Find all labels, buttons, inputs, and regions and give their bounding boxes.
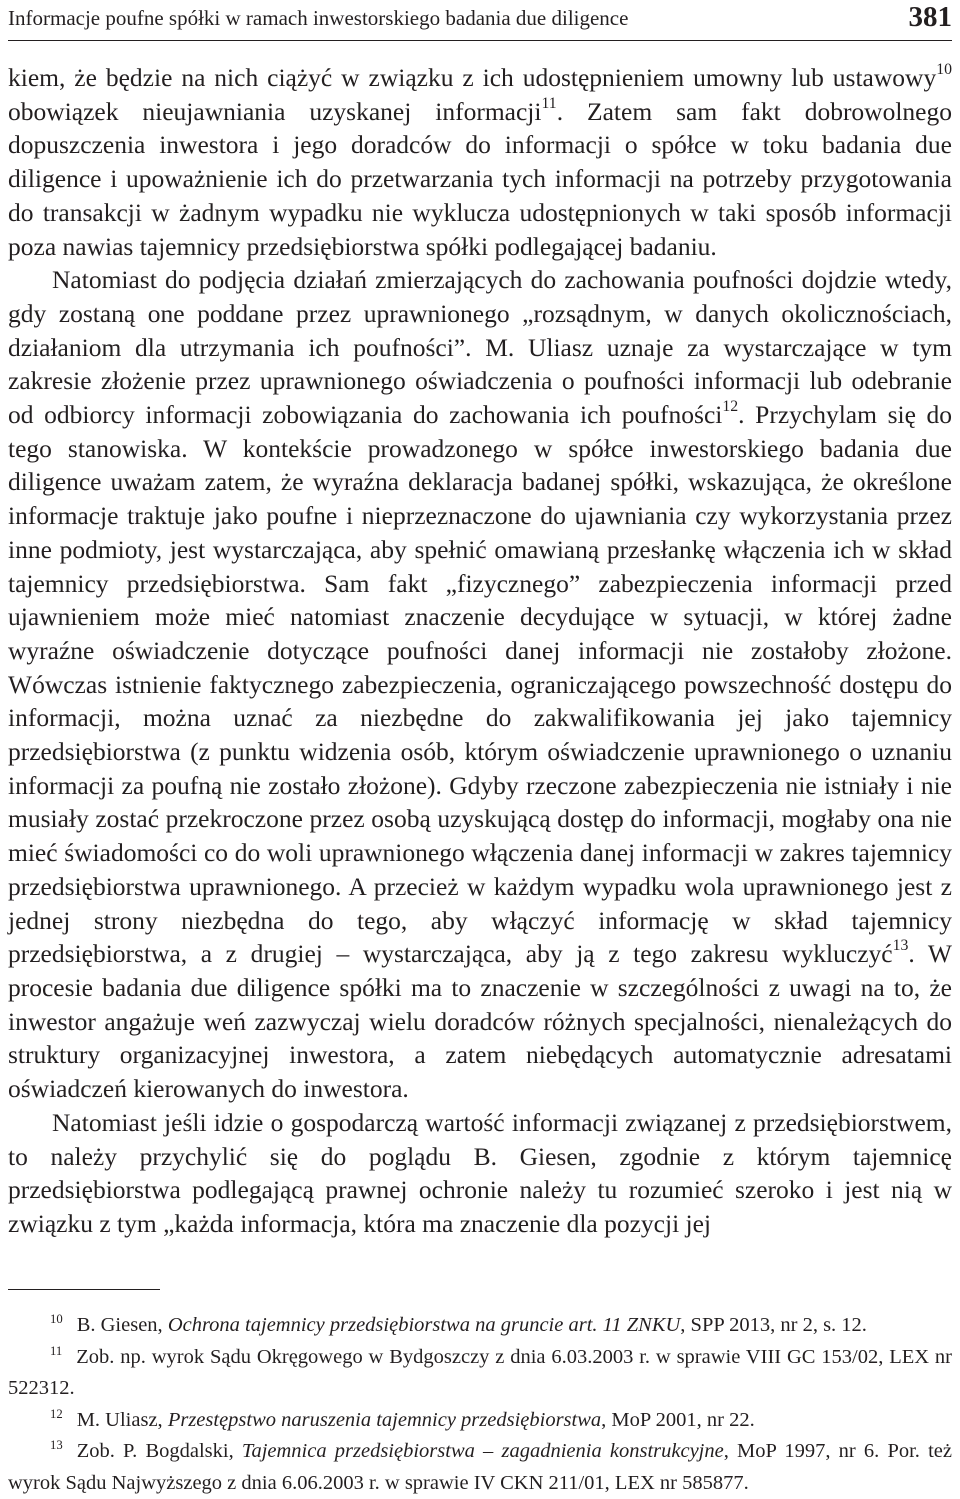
paragraph-1-part-c: . Zatem sam fakt dobrowolnego dopuszczenia inwestora i jego doradców do informacji o spółce w toku badania due diligence i upoważnienie ich do przetwarzania tych informacji na potrzeby przygotowania do transakcji w żadnym wypadku nie wyklucza udostępnionych w taki sposób informacji poza nawias tajemnicy przedsiębiorstwa spółki podlegającej badaniu. [8, 96, 952, 261]
running-header [8, 0, 952, 41]
running-title: Informacje poufne spółki w ramach inwestorskiego badania due diligence [8, 6, 629, 30]
footnote-text: , MoP 1997, nr 6. Por. też wyrok Sądu Najwyższego z dnia 6.06.2003 r. w sprawie IV CKN 211/01, LEX nr 585877. [8, 1440, 952, 1494]
footnote-number: 13 [50, 1438, 63, 1453]
footnote-13 [8, 1436, 952, 1499]
footnote-ref-12[interactable]: 12 [722, 398, 739, 416]
footnote-title: Ochrona tajemnicy przedsiębiorstwa na gruncie art. 11 ZNKU [167, 1314, 681, 1336]
footnote-11 [8, 1342, 952, 1405]
paragraph-1 [8, 61, 952, 263]
footnote-ref-10[interactable]: 10 [936, 61, 952, 79]
footnote-text: , SPP 2013, nr 2, s. 12. [680, 1314, 867, 1336]
footnote-number: 11 [50, 1343, 63, 1358]
footnote-text: Zob. np. wyrok Sądu Okręgowego w Bydgoszczy z dnia 6.03.2003 r. w sprawie VIII GC 153/02, LEX nr 522312. [8, 1345, 952, 1399]
footnote-10 [8, 1310, 952, 1342]
page-number: 381 [908, 1, 952, 33]
paragraph-2-part-b: . Przychylam się do tego stanowiska. W kontekście prowadzonego w spółce inwestorskiego badania due diligence uważam zatem, że wyraźna deklaracja badanej spółki, wskazująca, że określone informacje traktuje jako poufne i nieprzeznaczone do ujawniania czy wykorzystania przez inne podmioty, jest wystarczająca, aby spełnić omawianą przesłankę włączenia ich w skład tajemnicy przedsiębiorstwa. Sam fakt „fizycznego” zabezpieczenia informacji przed ujawnieniem może mieć natomiast znaczenie decydujące w sytuacji, w której żadne wyraźne oświadczenie dotyczące poufności danej informacji nie zostałoby złożone. Wówczas istnienie faktycznego zabezpieczenia, ograniczającego powszechność dostępu do informacji, można uznać za niezbędne do zakwalifikowania jej jako tajemnicy przedsiębiorstwa (z punktu widzenia osób, którym oświadczenie uprawnionego o uznaniu informacji za poufną nie zostało złożone). Gdyby rzeczone zabezpieczenia nie istniały i nie musiały zostać przekroczone przez osobą uzyskującą dostęp do informacji, mogłaby ona nie mieć świadomości co do woli uprawnionego włączenia danej informacji w zakres tajemnicy przedsiębiorstwa uprawnionego. A przecież w każdym wypadku wola uprawnionego jest z jednej strony niezbędna do tego, aby włączyć informację w skład tajemnicy przedsiębiorstwa, a z drugiej – wystarczająca, aby ją z tego zakresu wykluczyć [8, 400, 953, 969]
footnote-ref-13[interactable]: 13 [892, 937, 909, 955]
paragraph-3: Natomiast jeśli idzie o gospodarczą wartość informacji związanej z przedsiębiorstwem, to należy przychylić się do poglądu B. Giesen, zgodnie z którym tajemnicę przedsiębiorstwa podlegającą prawnej ochronie należy tu rozumieć szeroko i jest nią w związku z tym „każda informacja, która ma znaczenie dla pozycji jej [8, 1107, 952, 1238]
footnote-title: Przestępstwo naruszenia tajemnicy przedsiębiorstwa [167, 1408, 602, 1431]
footnote-text: , MoP 2001, nr 22. [601, 1408, 755, 1431]
footnote-text: Zob. P. Bogdalski, [76, 1440, 242, 1462]
footnote-divider [8, 1289, 160, 1290]
footnotes [8, 1310, 952, 1499]
footnote-ref-11[interactable]: 11 [541, 94, 557, 112]
footnote-title: Tajemnica przedsiębiorstwa – zagadnienia konstrukcyjne [241, 1440, 724, 1462]
footnote-12 [8, 1405, 952, 1437]
body-text [8, 61, 952, 1241]
footnote-number: 10 [50, 1312, 63, 1327]
footnote-text: M. Uliasz, [76, 1408, 168, 1431]
paragraph-1-part-a: kiem, że będzie na nich ciążyć w związku z ich udostępnieniem umowny lub ustawowy [8, 63, 937, 92]
footnote-text: B. Giesen, [76, 1314, 168, 1336]
paragraph-1-part-b: obowiązek nieujawniania uzyskanej informacji [8, 96, 542, 126]
paragraph-2-part-a: Natomiast do podjęcia działań zmierzających do zachowania poufności dojdzie wtedy, gdy zostaną one poddane przez uprawnionego „rozsądnym, w danych okolicznościach, działaniom dla utrzymania ich poufności”. M. Uliasz uznaje za wystarczające w tym zakresie złożenie przez uprawnionego oświadczenia o poufności informacji lub odebranie od odbiorcy informacji zobowiązania do zachowania ich poufności [8, 265, 952, 430]
paragraph-2 [8, 263, 952, 1106]
footnote-number: 12 [50, 1406, 63, 1421]
paragraph-2-part-c: . W procesie badania due diligence spółki ma to znaczenie w szczególności z uwagi na to, że inwestor angażuje weń zazwyczaj wielu doradców różnych specjalności, nienależących do struktury organizacyjnej inwestora, a zatem niebędących automatycznie adresatami oświadczeń kierowanych do inwestora. [8, 939, 952, 1104]
